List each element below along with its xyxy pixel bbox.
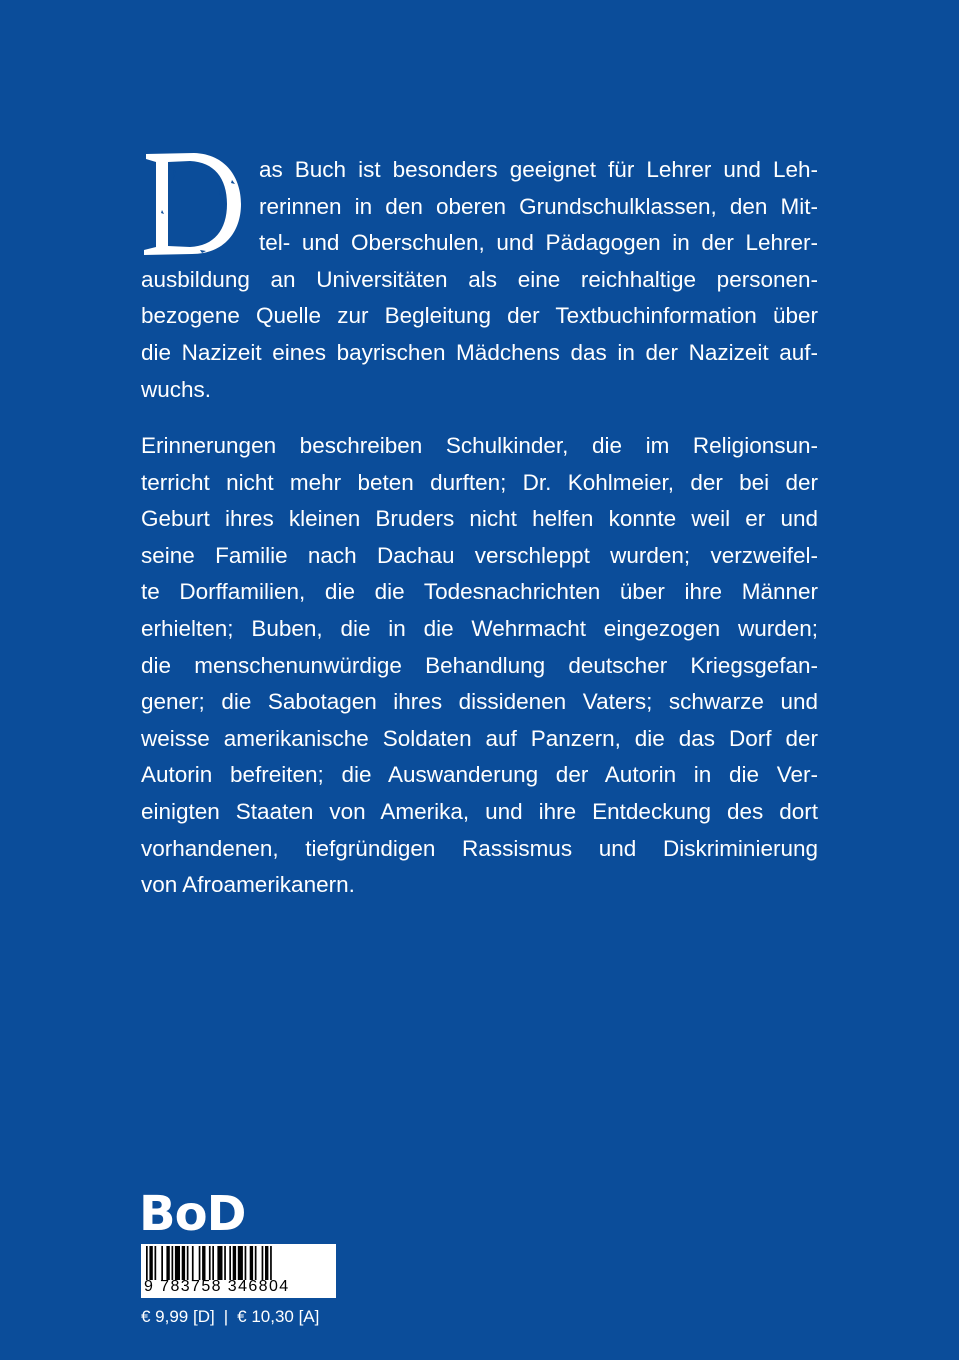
price-line	[141, 1305, 319, 1329]
text-line: einigten Staaten von Amerika, und ihre Entdeckung des dort	[141, 798, 818, 824]
isbn-digits: 9 783758 346804	[144, 1278, 290, 1295]
text-line: te Dorffamilien, die die Todesnachrichten über ihre Männer	[141, 579, 818, 605]
publisher-logo: BoD	[139, 1186, 246, 1242]
price-austria: € 10,30 [A]	[237, 1307, 320, 1326]
price-separator: |	[223, 1307, 229, 1326]
memories-paragraph	[141, 428, 818, 904]
text-line: tel- und Oberschulen, und Pädagogen in der Lehrer-	[259, 230, 818, 256]
price-germany: € 9,99 [D]	[141, 1307, 215, 1326]
text-line: von Afroamerikanern.	[141, 872, 355, 898]
text-line: die Nazizeit eines bayrischen Mädchens das in der Nazizeit auf-	[141, 339, 818, 365]
intro-paragraph	[141, 152, 818, 408]
text-line: weisse amerikanische Soldaten auf Panzern, die das Dorf der	[141, 725, 818, 751]
isbn-barcode	[141, 1244, 336, 1298]
text-line: erhielten; Buben, die in die Wehrmacht eingezogen wurden;	[141, 615, 818, 641]
text-line: gener; die Sabotagen ihres dissidenen Vaters; schwarze und	[141, 689, 818, 715]
text-line: vorhandenen, tiefgründigen Rassismus und Diskriminierung	[141, 835, 818, 861]
text-line: seine Familie nach Dachau verschleppt wurden; verzweifel-	[141, 542, 818, 568]
text-line: terricht nicht mehr beten durften; Dr. Kohlmeier, der bei der	[141, 469, 818, 495]
text-line: Geburt ihres kleinen Bruders nicht helfen konnte weil er und	[141, 506, 818, 532]
text-line: wuchs.	[141, 376, 212, 402]
text-line: as Buch ist besonders geeignet für Lehrer und Leh-	[259, 157, 818, 182]
text-line: ausbildung an Universitäten als eine reichhaltige personen-	[141, 266, 818, 292]
text-line: Erinnerungen beschreiben Schulkinder, die im Religionsun-	[141, 433, 818, 458]
text-line: rerinnen in den oberen Grundschulklassen, den Mit-	[259, 193, 818, 219]
text-line: die menschenunwürdige Behandlung deutscher Kriegsgefan-	[141, 652, 818, 678]
text-line: bezogene Quelle zur Begleitung der Textbuchinformation über	[141, 303, 818, 329]
text-line: Autorin befreiten; die Auswanderung der Autorin in die Ver-	[141, 762, 818, 788]
